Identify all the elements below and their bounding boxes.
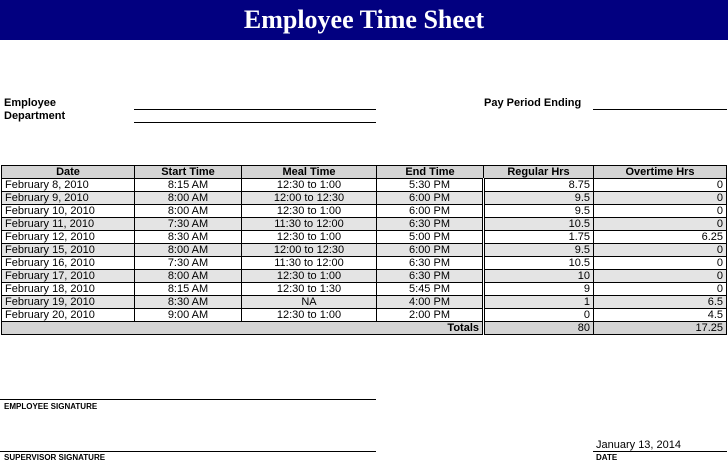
row-date: February 8, 2010 xyxy=(2,179,135,192)
table-row xyxy=(2,218,727,231)
row-meal-time: 11:30 to 12:00 xyxy=(242,257,377,270)
row-end-time: 6:00 PM xyxy=(377,192,484,205)
table-row xyxy=(2,296,727,309)
row-regular-hrs: 8.75 xyxy=(484,179,594,192)
row-start-time: 9:00 AM xyxy=(135,309,242,322)
row-date: February 9, 2010 xyxy=(2,192,135,205)
row-regular-hrs: 9.5 xyxy=(484,192,594,205)
row-end-time: 5:00 PM xyxy=(377,231,484,244)
row-regular-hrs: 10.5 xyxy=(484,257,594,270)
row-meal-time: NA xyxy=(242,296,377,309)
row-overtime-hrs: 6.5 xyxy=(594,296,727,309)
row-regular-hrs: 9.5 xyxy=(484,205,594,218)
page-title: Employee Time Sheet xyxy=(0,0,728,40)
employee-label: Employee xyxy=(4,97,56,109)
row-date: February 16, 2010 xyxy=(2,257,135,270)
row-overtime-hrs: 0 xyxy=(594,257,727,270)
row-start-time: 8:15 AM xyxy=(135,283,242,296)
date-line[interactable] xyxy=(593,451,727,452)
row-start-time: 8:00 AM xyxy=(135,270,242,283)
row-date: February 11, 2010 xyxy=(2,218,135,231)
row-end-time: 6:30 PM xyxy=(377,218,484,231)
row-meal-time: 12:30 to 1:00 xyxy=(242,231,377,244)
row-end-time: 6:30 PM xyxy=(377,270,484,283)
header-regular-hrs: Regular Hrs xyxy=(484,166,594,179)
row-start-time: 8:00 AM xyxy=(135,205,242,218)
table-row xyxy=(2,231,727,244)
row-meal-time: 12:30 to 1:00 xyxy=(242,179,377,192)
row-date: February 18, 2010 xyxy=(2,283,135,296)
row-start-time: 8:30 AM xyxy=(135,296,242,309)
supervisor-signature-label: SUPERVISOR SIGNATURE xyxy=(4,453,106,462)
table-row xyxy=(2,205,727,218)
row-start-time: 7:30 AM xyxy=(135,257,242,270)
row-date: February 15, 2010 xyxy=(2,244,135,257)
table-row xyxy=(2,257,727,270)
row-meal-time: 12:30 to 1:00 xyxy=(242,309,377,322)
totals-label: Totals xyxy=(2,322,484,335)
row-end-time: 5:30 PM xyxy=(377,179,484,192)
header-overtime-hrs: Overtime Hrs xyxy=(594,166,727,179)
row-start-time: 8:15 AM xyxy=(135,179,242,192)
date-label: DATE xyxy=(596,453,618,462)
row-end-time: 6:00 PM xyxy=(377,244,484,257)
pay-period-field-line[interactable] xyxy=(593,109,727,110)
table-row xyxy=(2,244,727,257)
header-end-time: End Time xyxy=(377,166,484,179)
totals-regular-hrs: 80 xyxy=(484,322,594,335)
row-start-time: 8:00 AM xyxy=(135,192,242,205)
employee-field-line[interactable] xyxy=(134,109,376,110)
row-regular-hrs: 9.5 xyxy=(484,244,594,257)
row-overtime-hrs: 4.5 xyxy=(594,309,727,322)
header-date: Date xyxy=(2,166,135,179)
row-end-time: 4:00 PM xyxy=(377,296,484,309)
header-meal-time: Meal Time xyxy=(242,166,377,179)
table-row xyxy=(2,283,727,296)
row-meal-time: 12:30 to 1:00 xyxy=(242,205,377,218)
row-date: February 20, 2010 xyxy=(2,309,135,322)
row-meal-time: 12:00 to 12:30 xyxy=(242,244,377,257)
row-meal-time: 11:30 to 12:00 xyxy=(242,218,377,231)
row-meal-time: 12:30 to 1:00 xyxy=(242,270,377,283)
row-overtime-hrs: 0 xyxy=(594,205,727,218)
row-date: February 10, 2010 xyxy=(2,205,135,218)
row-start-time: 8:00 AM xyxy=(135,244,242,257)
row-regular-hrs: 10 xyxy=(484,270,594,283)
row-overtime-hrs: 0 xyxy=(594,283,727,296)
time-sheet-table xyxy=(1,165,727,335)
row-meal-time: 12:00 to 12:30 xyxy=(242,192,377,205)
employee-signature-line[interactable] xyxy=(0,399,376,400)
row-overtime-hrs: 0 xyxy=(594,192,727,205)
totals-overtime-hrs: 17.25 xyxy=(594,322,727,335)
row-start-time: 7:30 AM xyxy=(135,218,242,231)
department-label: Department xyxy=(4,110,66,122)
row-meal-time: 12:30 to 1:30 xyxy=(242,283,377,296)
row-end-time: 5:45 PM xyxy=(377,283,484,296)
supervisor-signature-line[interactable] xyxy=(0,451,376,452)
row-start-time: 8:30 AM xyxy=(135,231,242,244)
row-end-time: 6:30 PM xyxy=(377,257,484,270)
row-end-time: 6:00 PM xyxy=(377,205,484,218)
row-regular-hrs: 1.75 xyxy=(484,231,594,244)
header-start-time: Start Time xyxy=(135,166,242,179)
table-header-row xyxy=(2,166,727,179)
row-regular-hrs: 10.5 xyxy=(484,218,594,231)
row-overtime-hrs: 6.25 xyxy=(594,231,727,244)
employee-signature-label: EMPLOYEE SIGNATURE xyxy=(4,402,98,411)
row-overtime-hrs: 0 xyxy=(594,179,727,192)
totals-row xyxy=(2,322,727,335)
row-regular-hrs: 9 xyxy=(484,283,594,296)
row-overtime-hrs: 0 xyxy=(594,218,727,231)
row-end-time: 2:00 PM xyxy=(377,309,484,322)
table-row xyxy=(2,309,727,322)
table-row xyxy=(2,192,727,205)
row-overtime-hrs: 0 xyxy=(594,244,727,257)
table-row xyxy=(2,179,727,192)
row-overtime-hrs: 0 xyxy=(594,270,727,283)
row-regular-hrs: 0 xyxy=(484,309,594,322)
row-regular-hrs: 1 xyxy=(484,296,594,309)
pay-period-label: Pay Period Ending xyxy=(484,97,582,109)
table-row xyxy=(2,270,727,283)
row-date: February 12, 2010 xyxy=(2,231,135,244)
signature-date-value: January 13, 2014 xyxy=(596,439,682,451)
row-date: February 17, 2010 xyxy=(2,270,135,283)
department-field-line[interactable] xyxy=(134,122,376,123)
row-date: February 19, 2010 xyxy=(2,296,135,309)
